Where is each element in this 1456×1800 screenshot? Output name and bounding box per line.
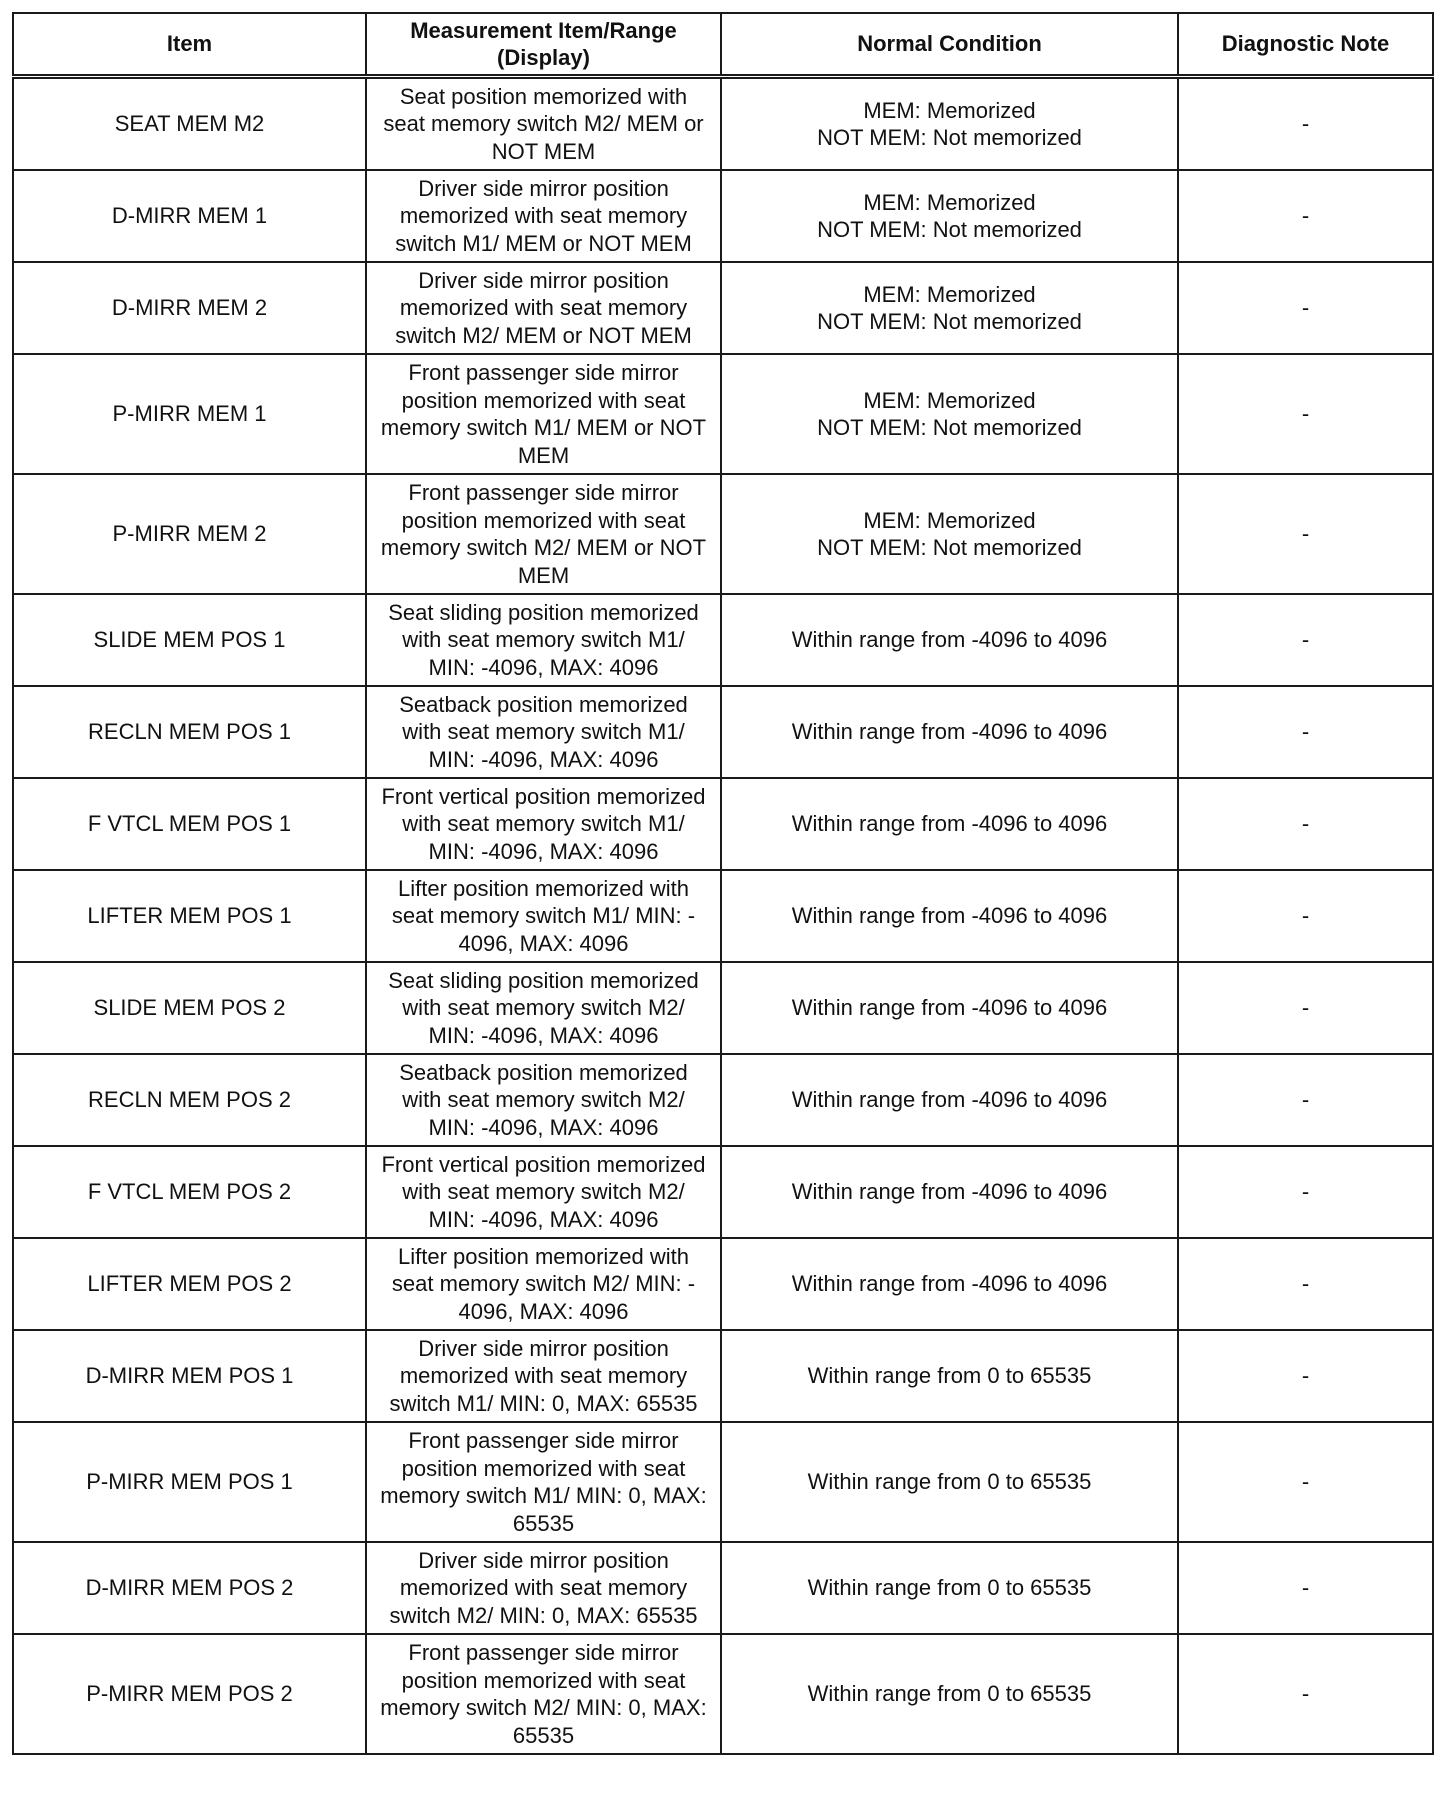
cell-normal-condition: Within range from 0 to 65535 bbox=[721, 1542, 1178, 1634]
cell-diagnostic-note: - bbox=[1178, 1054, 1433, 1146]
data-list-sheet bbox=[12, 12, 1432, 1755]
table-body bbox=[13, 77, 1433, 1755]
table-row bbox=[13, 354, 1433, 474]
cell-item: SEAT MEM M2 bbox=[13, 77, 366, 171]
cell-item: F VTCL MEM POS 1 bbox=[13, 778, 366, 870]
cell-normal-condition: Within range from -4096 to 4096 bbox=[721, 870, 1178, 962]
cell-normal-condition: MEM: Memorized NOT MEM: Not memorized bbox=[721, 170, 1178, 262]
cell-normal-condition: Within range from -4096 to 4096 bbox=[721, 962, 1178, 1054]
cell-item: P-MIRR MEM 2 bbox=[13, 474, 366, 594]
header-diagnostic-note: Diagnostic Note bbox=[1178, 13, 1433, 77]
cell-measurement: Front passenger side mirror position memorized with seat memory switch M1/ MEM or NOT MEM bbox=[366, 354, 721, 474]
cell-item: LIFTER MEM POS 2 bbox=[13, 1238, 366, 1330]
cell-diagnostic-note: - bbox=[1178, 262, 1433, 354]
table-row bbox=[13, 962, 1433, 1054]
cell-measurement: Front passenger side mirror position memorized with seat memory switch M1/ MIN: 0, MAX: 65535 bbox=[366, 1422, 721, 1542]
cell-item: P-MIRR MEM POS 1 bbox=[13, 1422, 366, 1542]
cell-normal-condition: Within range from -4096 to 4096 bbox=[721, 1238, 1178, 1330]
table-row bbox=[13, 1634, 1433, 1754]
cell-diagnostic-note: - bbox=[1178, 870, 1433, 962]
cell-item: SLIDE MEM POS 1 bbox=[13, 594, 366, 686]
cell-normal-condition: Within range from -4096 to 4096 bbox=[721, 1054, 1178, 1146]
cell-normal-condition: MEM: Memorized NOT MEM: Not memorized bbox=[721, 354, 1178, 474]
header-item: Item bbox=[13, 13, 366, 77]
cell-measurement: Lifter position memorized with seat memory switch M1/ MIN: - 4096, MAX: 4096 bbox=[366, 870, 721, 962]
cell-measurement: Seatback position memorized with seat memory switch M2/ MIN: -4096, MAX: 4096 bbox=[366, 1054, 721, 1146]
cell-normal-condition: MEM: Memorized NOT MEM: Not memorized bbox=[721, 77, 1178, 171]
cell-normal-condition: Within range from -4096 to 4096 bbox=[721, 778, 1178, 870]
cell-diagnostic-note: - bbox=[1178, 170, 1433, 262]
cell-diagnostic-note: - bbox=[1178, 594, 1433, 686]
cell-measurement: Seat sliding position memorized with seat memory switch M1/ MIN: -4096, MAX: 4096 bbox=[366, 594, 721, 686]
data-list-table bbox=[12, 12, 1434, 1755]
table-row bbox=[13, 77, 1433, 171]
table-row bbox=[13, 1330, 1433, 1422]
cell-measurement: Front vertical position memorized with seat memory switch M2/ MIN: -4096, MAX: 4096 bbox=[366, 1146, 721, 1238]
cell-measurement: Driver side mirror position memorized with seat memory switch M2/ MIN: 0, MAX: 65535 bbox=[366, 1542, 721, 1634]
cell-item: LIFTER MEM POS 1 bbox=[13, 870, 366, 962]
cell-measurement: Driver side mirror position memorized with seat memory switch M1/ MEM or NOT MEM bbox=[366, 170, 721, 262]
cell-item: D-MIRR MEM 2 bbox=[13, 262, 366, 354]
table-row bbox=[13, 170, 1433, 262]
cell-normal-condition: Within range from 0 to 65535 bbox=[721, 1330, 1178, 1422]
table-row bbox=[13, 778, 1433, 870]
cell-measurement: Front passenger side mirror position memorized with seat memory switch M2/ MIN: 0, MAX: 65535 bbox=[366, 1634, 721, 1754]
cell-normal-condition: Within range from 0 to 65535 bbox=[721, 1422, 1178, 1542]
cell-diagnostic-note: - bbox=[1178, 1542, 1433, 1634]
cell-item: D-MIRR MEM POS 2 bbox=[13, 1542, 366, 1634]
cell-diagnostic-note: - bbox=[1178, 1146, 1433, 1238]
cell-item: D-MIRR MEM 1 bbox=[13, 170, 366, 262]
cell-diagnostic-note: - bbox=[1178, 778, 1433, 870]
header-measurement: Measurement Item/Range (Display) bbox=[366, 13, 721, 77]
cell-diagnostic-note: - bbox=[1178, 1634, 1433, 1754]
table-row bbox=[13, 870, 1433, 962]
table-row bbox=[13, 1146, 1433, 1238]
table-row bbox=[13, 1422, 1433, 1542]
cell-item: RECLN MEM POS 1 bbox=[13, 686, 366, 778]
table-row bbox=[13, 262, 1433, 354]
table-row bbox=[13, 474, 1433, 594]
cell-item: D-MIRR MEM POS 1 bbox=[13, 1330, 366, 1422]
cell-diagnostic-note: - bbox=[1178, 962, 1433, 1054]
cell-measurement: Front vertical position memorized with seat memory switch M1/ MIN: -4096, MAX: 4096 bbox=[366, 778, 721, 870]
cell-measurement: Seatback position memorized with seat memory switch M1/ MIN: -4096, MAX: 4096 bbox=[366, 686, 721, 778]
cell-measurement: Seat position memorized with seat memory switch M2/ MEM or NOT MEM bbox=[366, 77, 721, 171]
cell-item: RECLN MEM POS 2 bbox=[13, 1054, 366, 1146]
cell-diagnostic-note: - bbox=[1178, 354, 1433, 474]
cell-diagnostic-note: - bbox=[1178, 474, 1433, 594]
table-row bbox=[13, 1238, 1433, 1330]
cell-item: P-MIRR MEM POS 2 bbox=[13, 1634, 366, 1754]
cell-measurement: Driver side mirror position memorized with seat memory switch M1/ MIN: 0, MAX: 65535 bbox=[366, 1330, 721, 1422]
table-row bbox=[13, 1054, 1433, 1146]
cell-normal-condition: MEM: Memorized NOT MEM: Not memorized bbox=[721, 474, 1178, 594]
cell-item: P-MIRR MEM 1 bbox=[13, 354, 366, 474]
cell-measurement: Driver side mirror position memorized with seat memory switch M2/ MEM or NOT MEM bbox=[366, 262, 721, 354]
header-normal-condition: Normal Condition bbox=[721, 13, 1178, 77]
cell-diagnostic-note: - bbox=[1178, 77, 1433, 171]
cell-normal-condition: Within range from -4096 to 4096 bbox=[721, 594, 1178, 686]
cell-measurement: Lifter position memorized with seat memory switch M2/ MIN: - 4096, MAX: 4096 bbox=[366, 1238, 721, 1330]
cell-diagnostic-note: - bbox=[1178, 1330, 1433, 1422]
cell-diagnostic-note: - bbox=[1178, 1422, 1433, 1542]
table-row bbox=[13, 686, 1433, 778]
cell-diagnostic-note: - bbox=[1178, 1238, 1433, 1330]
table-header-row bbox=[13, 13, 1433, 77]
table-row bbox=[13, 1542, 1433, 1634]
cell-item: SLIDE MEM POS 2 bbox=[13, 962, 366, 1054]
cell-normal-condition: Within range from 0 to 65535 bbox=[721, 1634, 1178, 1754]
cell-normal-condition: Within range from -4096 to 4096 bbox=[721, 1146, 1178, 1238]
cell-measurement: Front passenger side mirror position memorized with seat memory switch M2/ MEM or NOT MEM bbox=[366, 474, 721, 594]
cell-diagnostic-note: - bbox=[1178, 686, 1433, 778]
cell-normal-condition: Within range from -4096 to 4096 bbox=[721, 686, 1178, 778]
cell-normal-condition: MEM: Memorized NOT MEM: Not memorized bbox=[721, 262, 1178, 354]
cell-item: F VTCL MEM POS 2 bbox=[13, 1146, 366, 1238]
table-row bbox=[13, 594, 1433, 686]
cell-measurement: Seat sliding position memorized with seat memory switch M2/ MIN: -4096, MAX: 4096 bbox=[366, 962, 721, 1054]
